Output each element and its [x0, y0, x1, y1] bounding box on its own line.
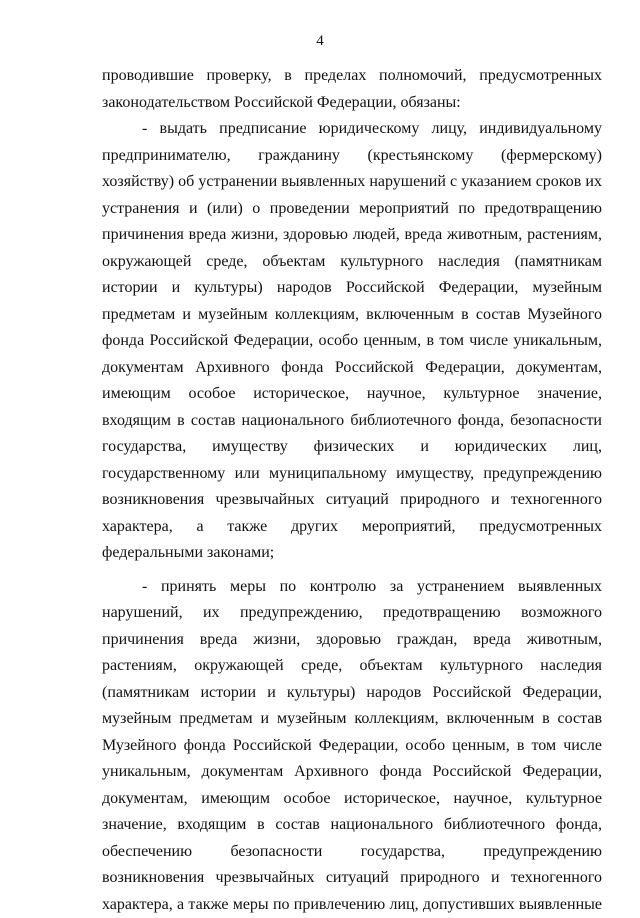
paragraph-issue-order: - выдать предписание юридическому лицу, индивидуальному предпринимателю, гражданину (крестьянскому (фермерскому) хозяйству) об устранении выявленных нарушений с указанием сроков их устранения и (или) о проведении мероприятий по предотвращению причинения вреда жизни, здоровью людей, вреда животным, растениям, окружающей среде, объектам культурного наследия (памятникам истории и культуры) народов Российской Федерации, музейным предметам и музейным коллекциям, включенным в состав Музейного фонда Российской Федерации, особо ценным, в том числе уникальным, документам Архивного фонда Российской Федерации, документам, имеющим особое историческое, научное, культурное значение, входящим в состав национального библиотечного фонда, безопасности государства, имуществу физических и юридических лиц, государственному или муниципальному имуществу, предупреждению возникновения чрезвычайных ситуаций природного и техногенного характера, а также других мероприятий, предусмотренных федеральными законами; — [102, 116, 602, 567]
paragraph-intro: проводившие проверку, в пределах полномочий, предусмотренных законодательством Российской Федерации, обязаны: — [102, 63, 602, 116]
document-body — [102, 63, 602, 918]
page-number: 4 — [0, 33, 640, 50]
paragraph-take-measures: - принять меры по контролю за устранением выявленных нарушений, их предупреждению, предотвращению возможного причинения вреда жизни, здоровью граждан, вреда животным, растениям, окружающей среде, объектам культурного наследия (памятникам истории и культуры) народов Российской Федерации, музейным предметам и музейным коллекциям, включенным в состав Музейного фонда Российской Федерации, особо ценным, в том числе уникальным, документам Архивного фонда Российской Федерации, документам, имеющим особое историческое, научное, культурное значение, входящим в состав национального библиотечного фонда, обеспечению безопасности государства, предупреждению возникновения чрезвычайных ситуаций природного и техногенного характера, а также меры по привлечению лиц, допустивших выявленные — [102, 574, 602, 918]
